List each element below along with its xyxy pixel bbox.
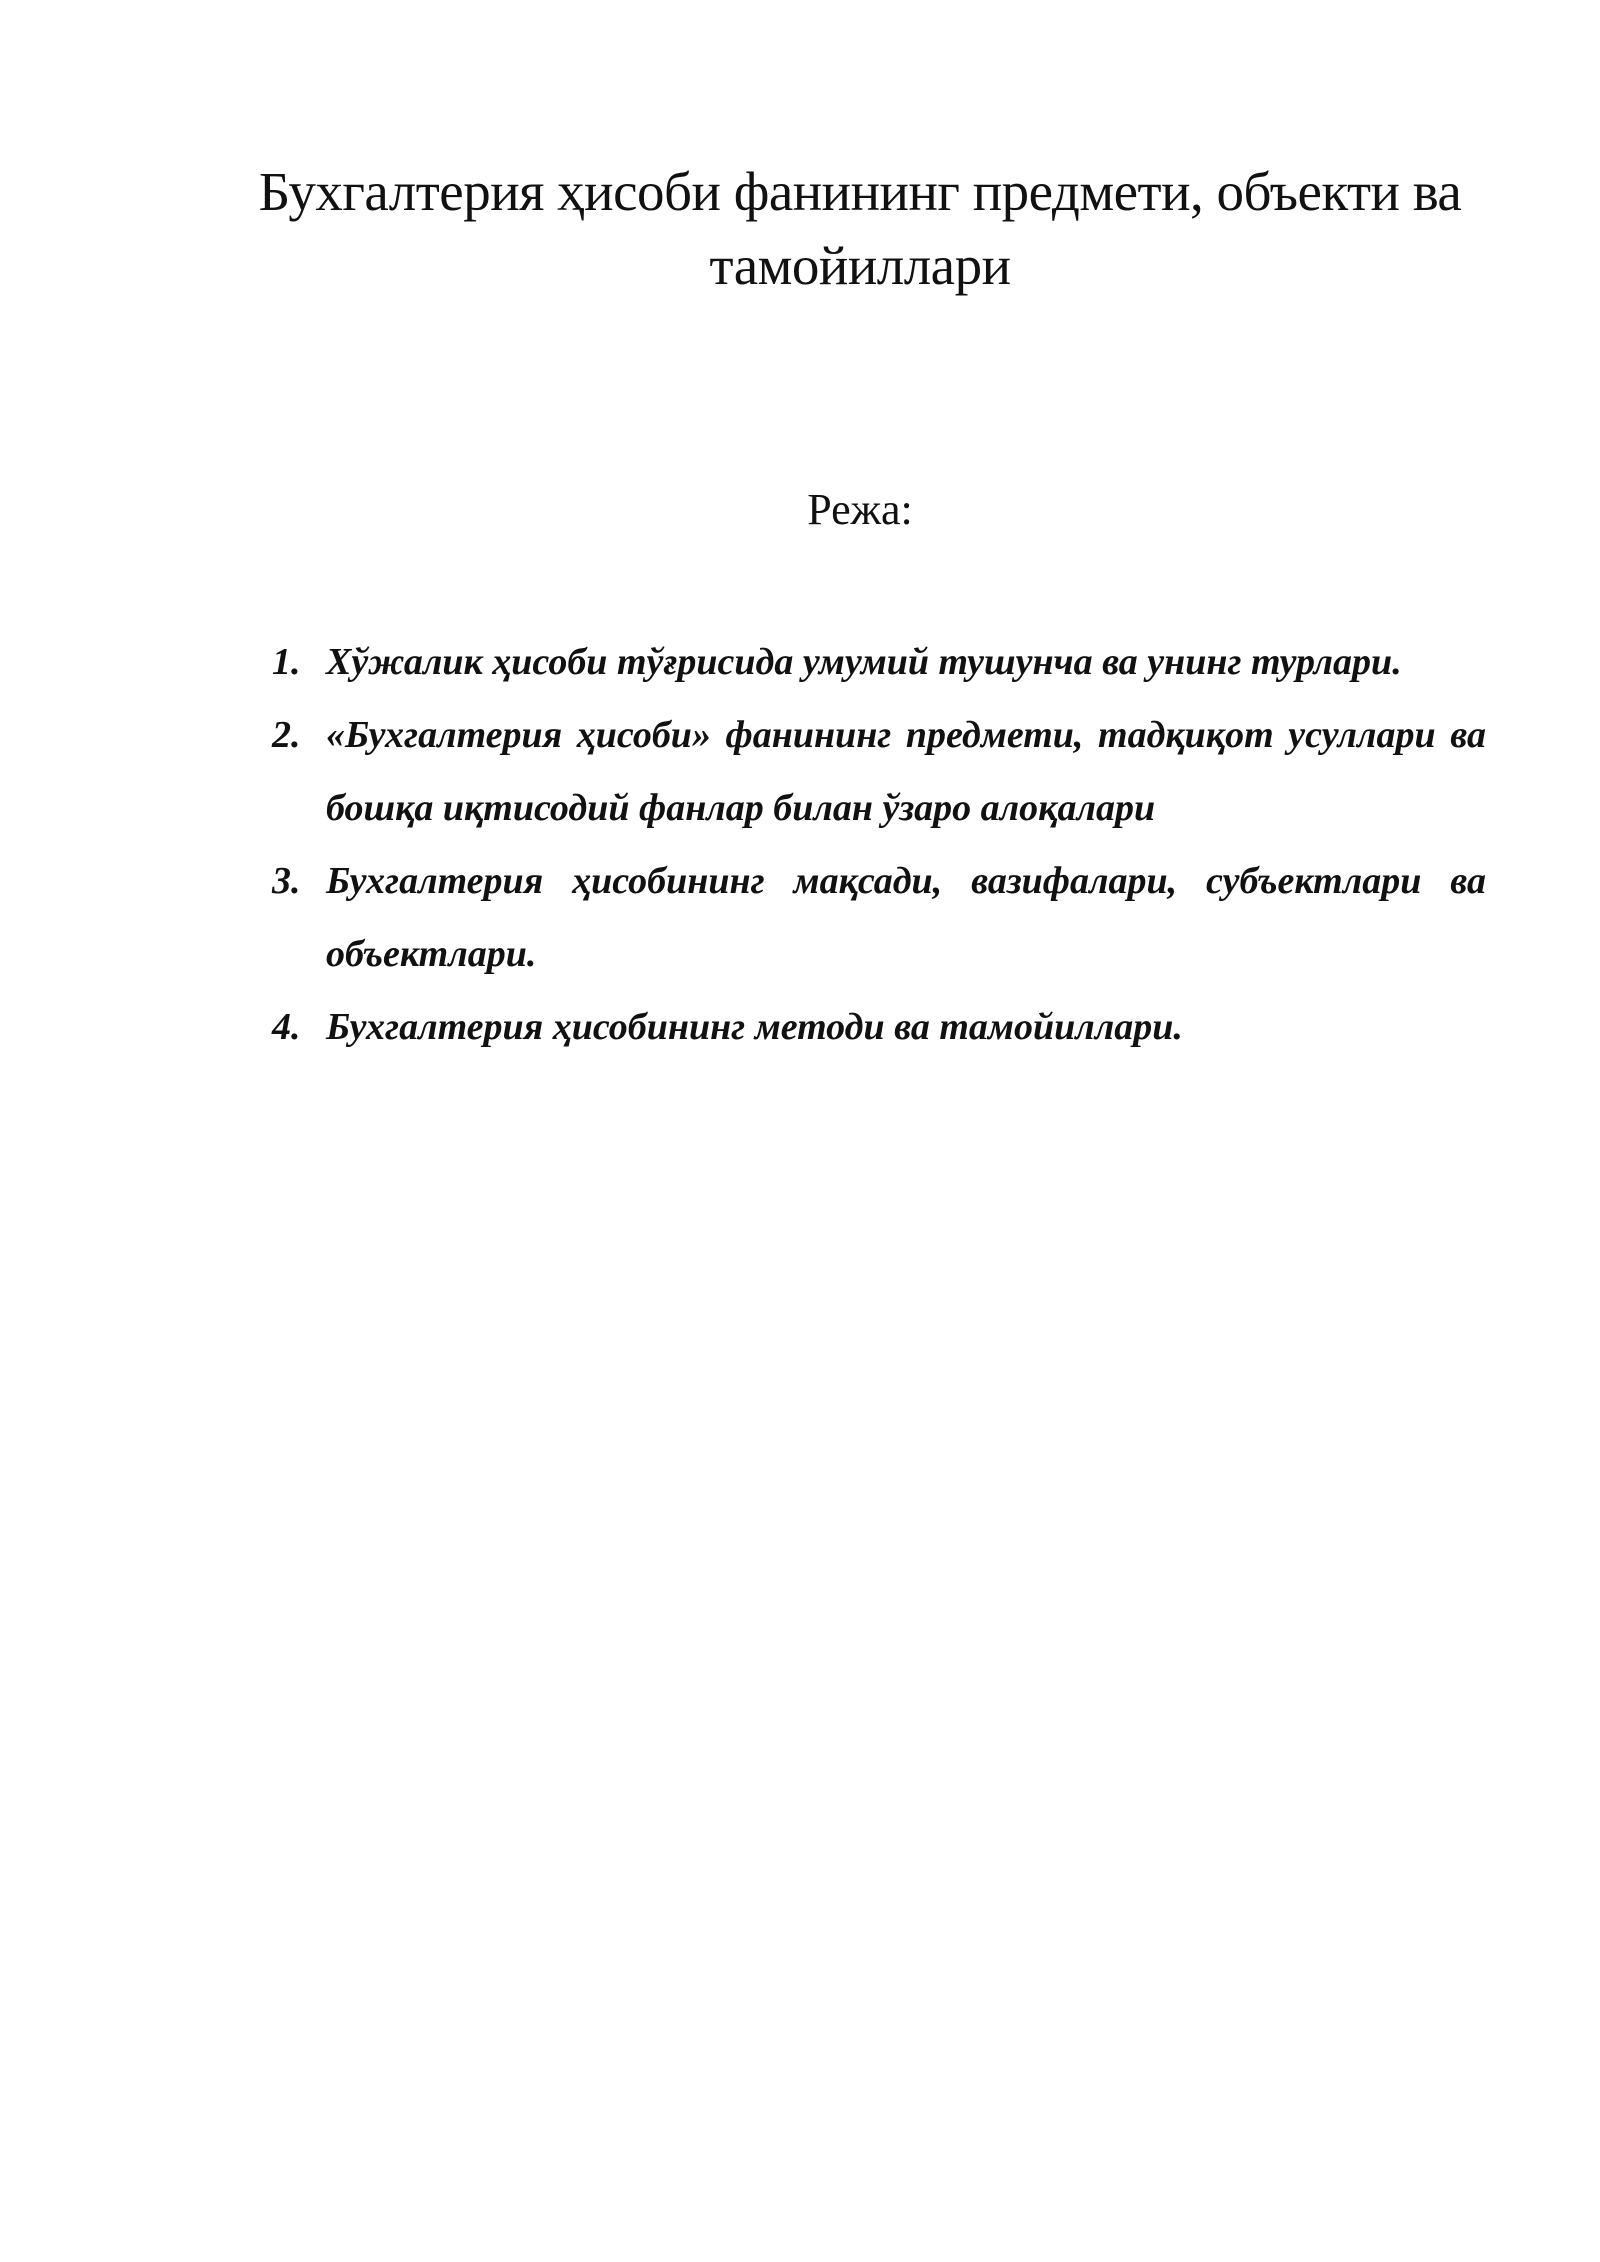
plan-item-2 [272,699,1486,845]
plan-item-3 [272,845,1486,991]
document-title: Бухгалтерия ҳисоби фанининг предмети, объекти ва тамойиллари [258,161,1462,296]
plan-item-4 [272,991,1486,1064]
plan-item-number: 4. [272,1006,301,1048]
plan-list [272,626,1486,1064]
plan-item-1 [272,626,1486,699]
plan-heading: Режа: [807,485,913,534]
plan-item-number: 1. [272,641,301,683]
plan-item-text: Хўжалик ҳисоби тўғрисида умумий тушунча ва унинг турлари. [326,641,1402,683]
plan-item-number: 3. [272,860,301,902]
plan-item-text: Бухгалтерия ҳисобининг методи ва тамойиллари. [326,1006,1183,1048]
plan-item-text: Бухгалтерия ҳисобининг мақсади, вазифалари, субъектлари ва объектлари. [326,860,1486,975]
plan-item-text: «Бухгалтерия ҳисоби» фанининг предмети, тадқиқот усуллари ва бошқа иқтисодий фанлар билан ўзаро алоқалари [326,714,1486,829]
plan-item-number: 2. [272,714,301,756]
